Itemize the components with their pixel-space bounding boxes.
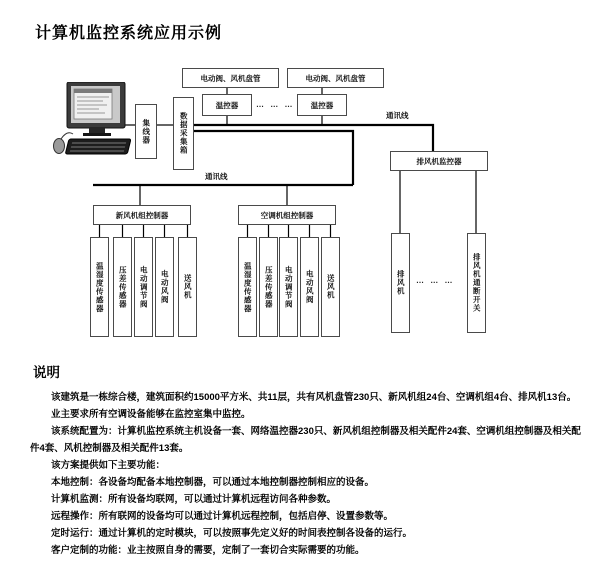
comm-line-label-right: 通讯线: [386, 111, 409, 120]
box-sub-fresh-pressure-sensor: 压差传感器: [113, 237, 132, 337]
box-fresh-air-controller: 新风机组控制器: [93, 205, 191, 225]
note-line: 该方案提供如下主要功能：: [51, 460, 166, 471]
box-thermostat-1: 温控器: [202, 94, 252, 116]
box-sub-ahu-pressure-sensor: 压差传感器: [259, 237, 278, 337]
box-hub: 集线器: [135, 104, 157, 159]
box-sub-ahu-motor-damper: 电动风阀: [300, 237, 319, 337]
box-exhaust-switch: 排风机通断开关: [467, 233, 486, 333]
note-line: 客户定制的功能：业主按照自身的需要，定制了一套切合实际需要的功能。: [51, 545, 365, 556]
box-exhaust-fan: 排风机: [391, 233, 410, 333]
box-sub-ahu-supply-fan: 送风机: [321, 237, 340, 337]
box-sub-ahu-temp-humidity-sensor: 温湿度传感器: [238, 237, 257, 337]
box-sub-fresh-supply-fan: 送风机: [178, 237, 197, 337]
note-line: 本地控制：各设备均配备本地控制器，可以通过本地控制器控制相应的设备。: [51, 477, 375, 488]
box-fan-coil-1: 电动阀、风机盘管: [182, 68, 279, 88]
note-line: 定时运行：通过计算机的定时模块，可以按照事先定义好的时间表控制各设备的运行。: [51, 528, 413, 539]
page-title: 计算机监控系统应用示例: [35, 25, 223, 42]
box-thermostat-2: 温控器: [297, 94, 347, 116]
box-fan-coil-2: 电动阀、风机盘管: [287, 68, 384, 88]
box-sub-fresh-motor-damper: 电动风阀: [155, 237, 174, 337]
box-sub-fresh-temp-humidity-sensor: 温湿度传感器: [90, 237, 109, 337]
note-line: 该建筑是一栋综合楼，建筑面积约15000平方米、共11层，共有风机盘管230只、新风机组24台、空调机组4台、排风机13台。: [51, 392, 577, 403]
note-line: 业主要求所有空调设备能够在监控室集中监控。: [51, 409, 251, 420]
box-ahu-controller: 空调机组控制器: [238, 205, 336, 225]
box-sub-fresh-modulating-valve: 电动调节阀: [134, 237, 153, 337]
note-line: 计算机监测：所有设备均联网，可以通过计算机远程访问各种参数。: [51, 494, 337, 505]
note-line: 远程操作：所有联网的设备均可以通过计算机远程控制，包括启停、设置参数等。: [51, 511, 394, 522]
note-line: 件4套、风机控制器及相关配件13套。: [30, 443, 189, 454]
computer-workstation-graphic: [53, 82, 131, 162]
note-line: 该系统配置为：计算机监控系统主机设备一套、网络温控器230只、新风机组控制器及相关配件24套、空调机组控制器及相关配: [51, 426, 581, 437]
box-exhaust-monitor: 排风机监控器: [390, 151, 488, 171]
comm-line-label-mid: 通讯线: [205, 172, 228, 181]
ellipsis-exhaust-fans: … … …: [416, 276, 455, 285]
ellipsis-thermostats: … … …: [256, 100, 295, 109]
notes-heading: 说明: [33, 365, 60, 380]
box-daq: 数据采集箱: [173, 97, 194, 170]
box-sub-ahu-modulating-valve: 电动调节阀: [279, 237, 298, 337]
notes-body: [30, 389, 605, 559]
